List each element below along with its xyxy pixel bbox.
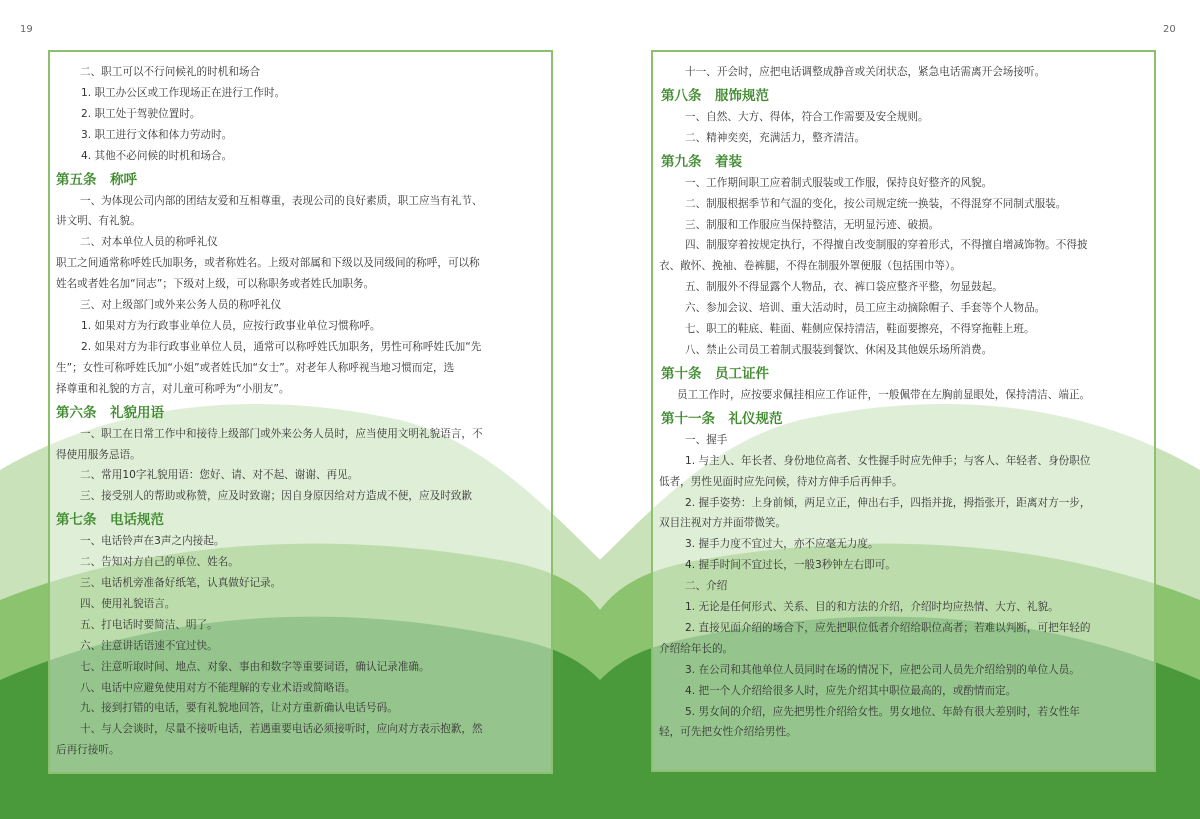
text-line: 双目注视对方并面带微笑。 (659, 517, 787, 530)
text-line: 七、职工的鞋底、鞋面、鞋侧应保持清洁，鞋面要擦亮，不得穿拖鞋上班。 (685, 323, 1035, 336)
text-line: 后再行接听。 (56, 744, 120, 757)
section-heading: 第九条 着装 (661, 153, 742, 170)
text-line: 择尊重和礼貌的方言，对儿童可称呼为“小朋友”。 (56, 382, 290, 395)
text-line: 二、职工可以不行问候礼的时机和场合 (80, 66, 261, 78)
text-line: 轻，可先把女性介绍给男性。 (659, 726, 797, 739)
text-line: 二、精神奕奕，充满活力，整齐清洁。 (685, 131, 866, 144)
left-page-panel (48, 50, 553, 774)
text-line: 五、制服外不得显露个人物品，衣、裤口袋应整齐平整，勿显鼓起。 (685, 281, 1003, 294)
section-heading: 第五条 称呼 (56, 171, 137, 188)
text-line: 三、接受别人的帮助或称赞，应及时致谢；因自身原因给对方造成不便，应及时致歉 (80, 490, 472, 503)
text-line: 2. 职工处于驾驶位置时。 (81, 107, 201, 120)
text-line: 员工工作时，应按要求佩挂相应工作证件，一般佩带在左胸前显眼处，保持清洁、端正。 (677, 388, 1091, 401)
text-line: 三、电话机旁准备好纸笔，认真做好记录。 (80, 577, 282, 590)
text-line: 讲文明、有礼貌。 (56, 215, 141, 228)
text-line: 六、注意讲话语速不宜过快。 (80, 639, 218, 652)
text-line: 生”；女性可称呼姓氏加“小姐”或者姓氏加“女士”。对老年人称呼视当地习惯而定，选 (56, 361, 455, 374)
text-line: 一、自然、大方、得体，符合工作需要及安全规则。 (685, 110, 929, 123)
section-heading: 第十条 员工证件 (661, 365, 769, 382)
text-line: 3. 职工进行文体和体力劳动时。 (81, 128, 233, 141)
text-line: 一、为体现公司内部的团结友爱和互相尊重，表现公司的良好素质，职工应当有礼节、 (80, 194, 483, 207)
text-line: 一、职工在日常工作中和接待上级部门或外来公务人员时，应当使用文明礼貌语言，不 (80, 427, 483, 440)
text-line: 一、握手 (685, 433, 728, 446)
text-line: 2. 直接见面介绍的场合下，应先把职位低者介绍给职位高者；若难以判断，可把年轻的 (685, 621, 1091, 634)
text-line: 一、工作期间职工应着制式服装或工作服，保持良好整齐的风貌。 (685, 176, 993, 189)
right-page-panel (651, 50, 1156, 772)
text-line: 得使用服务忌语。 (56, 448, 141, 461)
text-line: 二、制服根据季节和气温的变化，按公司规定统一换装，不得混穿不同制式服装。 (685, 197, 1067, 210)
text-line: 四、制服穿着按规定执行，不得擅自改变制服的穿着形式，不得擅自增减饰物。不得披 (685, 239, 1088, 252)
text-line: 二、介绍 (685, 580, 728, 593)
text-line: 5. 男女间的介绍，应先把男性介绍给女性。男女地位、年龄有很大差别时，若女性年 (685, 705, 1080, 718)
text-line: 二、告知对方自己的单位、姓名。 (80, 556, 239, 569)
text-line: 姓名或者姓名加“同志”；下级对上级，可以称职务或者姓氏加职务。 (56, 278, 375, 291)
text-line: 4. 其他不必问候的时机和场合。 (81, 149, 233, 162)
text-line: 3. 在公司和其他单位人员同时在场的情况下，应把公司人员先介绍给别的单位人员。 (685, 663, 1080, 676)
text-line: 一、电话铃声在3声之内接起。 (80, 535, 225, 548)
text-line: 六、参加会议、培训、重大活动时，员工应主动摘除帽子、手套等个人物品。 (685, 302, 1046, 315)
section-heading: 第八条 服饰规范 (661, 87, 769, 104)
page-number-left: 19 (20, 24, 33, 35)
text-line: 1. 无论是任何形式、关系、目的和方法的介绍，介绍时均应热情、大方、礼貌。 (685, 601, 1059, 614)
text-line: 八、禁止公司员工着制式服装到餐饮、休闲及其他娱乐场所消费。 (685, 343, 993, 356)
text-line: 1. 职工办公区或工作现场正在进行工作时。 (81, 86, 286, 99)
text-line: 十、与人会谈时，尽量不接听电话，若遇重要电话必须接听时，应向对方表示抱歉，然 (80, 723, 483, 736)
text-line: 4. 握手时间不宜过长，一般3秒钟左右即可。 (685, 559, 896, 572)
text-line: 三、制服和工作服应当保持整洁，无明显污迹、破损。 (685, 218, 940, 231)
text-line: 七、注意听取时间、地点、对象、事由和数字等重要词语，确认记录准确。 (80, 660, 430, 673)
text-line: 2. 如果对方为非行政事业单位人员，通常可以称呼姓氏加职务，男性可称呼姓氏加“先 (81, 340, 482, 353)
section-heading: 第十一条 礼仪规范 (661, 410, 783, 427)
text-line: 低者，男性见面时应先问候，待对方伸手后再伸手。 (659, 475, 903, 488)
text-line: 职工之间通常称呼姓氏加职务，或者称姓名。上级对部属和下级以及同级间的称呼，可以称 (56, 257, 480, 270)
text-line: 1. 与主人、年长者、身份地位高者、女性握手时应先伸手；与客人、年轻者、身份职位 (685, 454, 1091, 467)
text-line: 四、使用礼貌语言。 (80, 597, 176, 610)
text-line: 九、接到打错的电话，要有礼貌地回答，让对方重新确认电话号码。 (80, 702, 398, 715)
text-line: 4. 把一个人介绍给很多人时，应先介绍其中职位最高的，或酌情而定。 (685, 684, 1017, 697)
section-heading: 第六条 礼貌用语 (56, 404, 164, 421)
text-line: 衣、敞怀、挽袖、卷裤腿，不得在制服外罩便服（包括围巾等）。 (659, 260, 961, 273)
text-line: 3. 握手力度不宜过大，亦不应毫无力度。 (685, 538, 879, 551)
text-line: 介绍给年长的。 (659, 642, 734, 655)
page-number-right: 20 (1163, 24, 1176, 35)
text-line: 1. 如果对方为行政事业单位人员，应按行政事业单位习惯称呼。 (81, 319, 381, 332)
section-heading: 第七条 电话规范 (56, 512, 164, 529)
text-line: 八、电话中应避免使用对方不能理解的专业术语或简略语。 (80, 681, 356, 694)
text-line: 十一、开会时，应把电话调整成静音或关闭状态，紧急电话需离开会场接听。 (685, 66, 1046, 78)
text-line: 2. 握手姿势：上身前倾，两足立正，伸出右手，四指并拢，拇指张开，距离对方一步， (685, 496, 1091, 509)
text-line: 五、打电话时要简洁、明了。 (80, 618, 218, 631)
text-line: 二、对本单位人员的称呼礼仪 (80, 236, 218, 249)
text-line: 三、对上级部门或外来公务人员的称呼礼仪 (80, 299, 282, 312)
text-line: 二、常用10字礼貌用语：您好、请、对不起、谢谢、再见。 (80, 469, 359, 482)
